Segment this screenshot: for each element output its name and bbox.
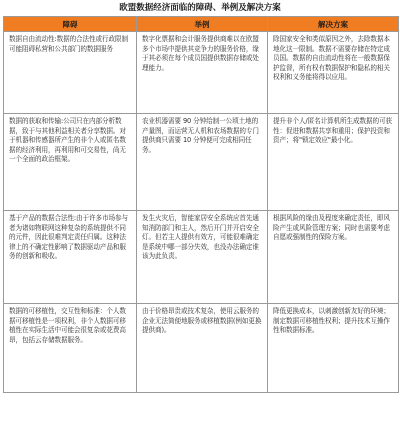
table-row <box>4 211 399 304</box>
example-cell: 农业机器需要 90 分钟给制一公顷土地的产量图，而运营无人机和农场数据的专门提供商只需要 10 分钟便可完成相同任务。 <box>137 114 268 211</box>
table-row <box>4 32 399 114</box>
header-solution: 解决方案 <box>268 17 399 32</box>
solution-cell: 降低更换成本，以刺激创新友好的环境；制定数据可移植性权利；提升技术互操作性和数据标准。 <box>268 304 399 393</box>
table-row <box>4 114 399 211</box>
header-example: 举例 <box>137 17 268 32</box>
obstacles-table <box>3 16 399 393</box>
solution-cell: 除国家安全和类似原因之外，去除数据本地化这一限制。数据不需要存储在特定成员国。数据的自由流动性将在一般数据保护监督，所有权有数据保护和隐私的相关权利和义务能将得以应用。 <box>268 32 399 114</box>
example-cell: 由于价格昂贵或技术复杂，使用云服务的企业无法简便地服务或移植数据(例如更换提供商)。 <box>137 304 268 393</box>
barrier-cell: 数据自由流动性:数据的合法性或行政限制可能阻碍私营和公共部门的数据服务 <box>4 32 137 114</box>
solution-cell: 根据风险的缘由及程度来确定责任，即风险产生或风险管理方案；同时也需要考虑自愿或强制性的保险方案。 <box>268 211 399 304</box>
barrier-cell: 基于产品的数据合法性:由于许多市场参与者为诸如物联网这种复杂的系统提供不同的元件，因此很难判定责任归属。这种法律上的不确定性影响了数据驱动产品和服务的创新和吸收。 <box>4 211 137 304</box>
example-cell: 数字化票据和会计服务提供商难以在欧盟多个市场中提供其竞争力的服务价格，缘于其必须在每个成员国提供数据存储或处理能力。 <box>137 32 268 114</box>
solution-cell: 提升非个人/匿名计算机所生成数据的可获性：促进和数据共享和重用；保护投资和资产；将"锁定效应"最小化。 <box>268 114 399 211</box>
example-cell: 发生火灾后，智能家居安全系统应首先通知消防部门和主人，然后开门并开启安全灯。但若主人提供有效方，可能很难确定是系统中哪一部分失效，也没办法确定谁该为此负责。 <box>137 211 268 304</box>
barrier-cell: 数据的可移植性，交互性和标准：个人数据可移植性是一项权利，非个人数据可移植性在实际生活中可能会很复杂或花费高昂，包括云存储数据服务。 <box>4 304 137 393</box>
table-header-row <box>4 17 399 32</box>
header-barrier: 障碍 <box>4 17 137 32</box>
table-row <box>4 304 399 393</box>
barrier-cell: 数据的获取和传输:公司只在内部分析数据，致于与其他利益相关者分享数据。对于机器和传感器所产生的非个人或匿名数据的经济利用，再利用和可交易性，尚无一个全面的政治框架。 <box>4 114 137 211</box>
page-title: 欧盟数据经济面临的障碍、举例及解决方案 <box>119 3 281 13</box>
